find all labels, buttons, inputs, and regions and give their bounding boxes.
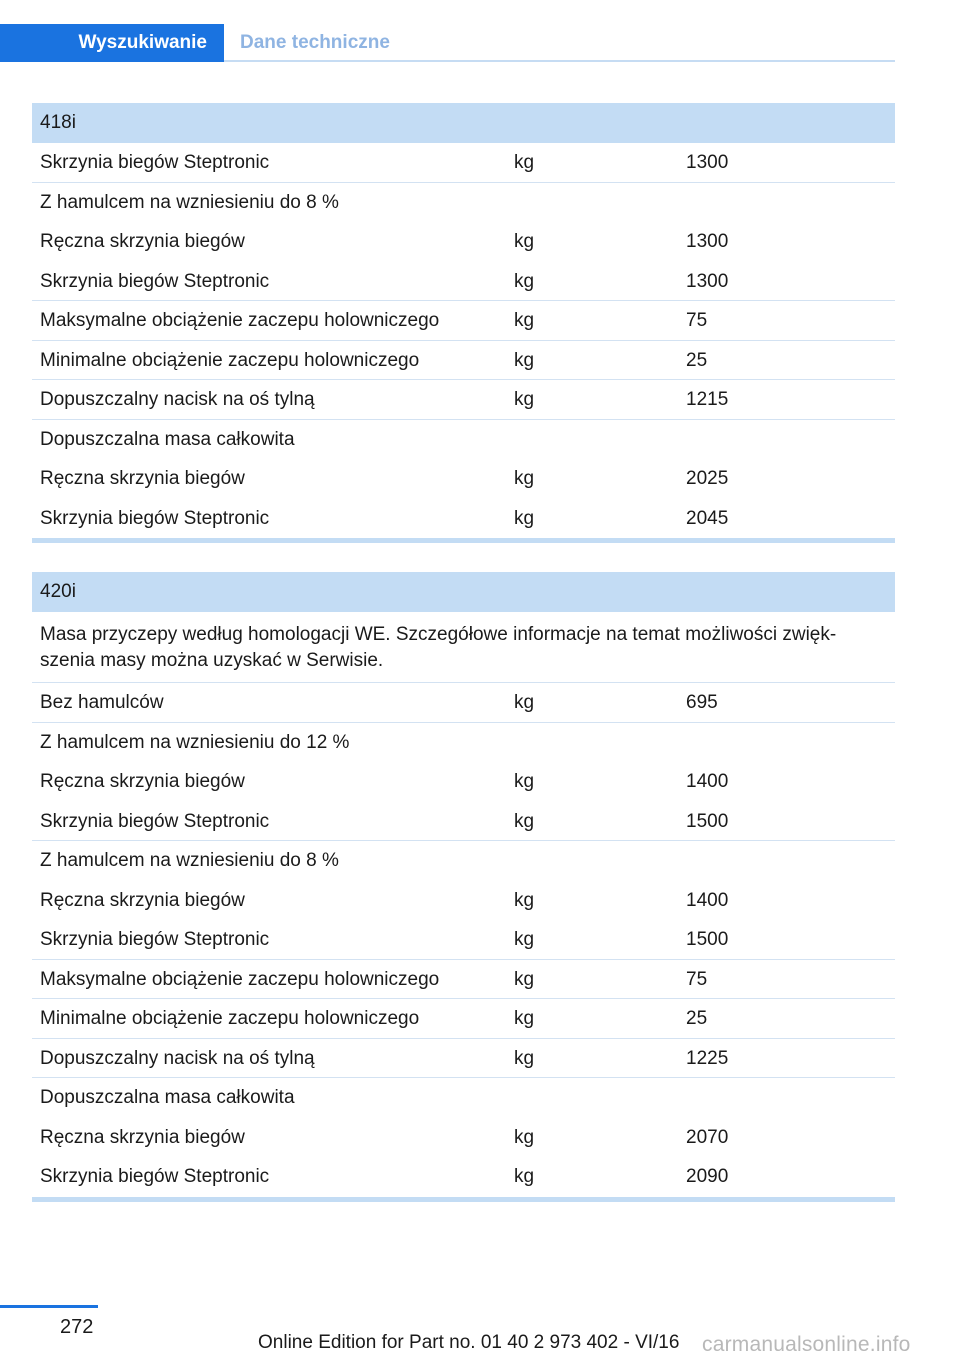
row-unit: kg	[514, 968, 535, 990]
row-label: Ręczna skrzynia biegów	[40, 1126, 245, 1148]
table-row	[32, 999, 895, 1039]
row-label: Ręczna skrzynia biegów	[40, 231, 245, 252]
row-label: Dopuszczalny nacisk na oś tylną	[40, 389, 315, 410]
row-label: Skrzynia biegów Steptronic	[40, 507, 270, 529]
table-footer-bar	[32, 538, 895, 543]
table-row	[32, 841, 895, 881]
table-row	[32, 341, 895, 381]
table-row	[32, 1078, 895, 1118]
row-label: Minimalne obciążenie zaczepu holowniczego	[40, 1008, 420, 1029]
table-row	[32, 1039, 895, 1079]
row-unit: kg	[514, 468, 535, 489]
row-unit: kg	[514, 349, 535, 371]
row-unit: kg	[514, 929, 535, 950]
row-label: Skrzynia biegów Steptronic	[40, 152, 270, 173]
row-value: 1215	[686, 389, 729, 410]
row-label: Dopuszczalna masa całkowita	[40, 1087, 295, 1108]
table-row	[32, 683, 895, 723]
row-label: Z hamulcem na wzniesieniu do 8 %	[40, 191, 339, 213]
table-header: 420i	[32, 572, 895, 612]
row-value: 75	[686, 310, 708, 331]
page-number: 272	[60, 1316, 94, 1338]
row-unit: kg	[514, 1126, 535, 1148]
table-row	[32, 459, 895, 499]
row-label: Z hamulcem na wzniesieniu do 12 %	[40, 731, 350, 753]
row-label: Dopuszczalny nacisk na oś tylną	[40, 1047, 315, 1069]
spec-table-420i	[32, 572, 895, 1202]
row-label: Minimalne obciążenie zaczepu holowniczego	[40, 349, 420, 371]
row-unit: kg	[514, 389, 535, 410]
row-label: Z hamulcem na wzniesieniu do 8 %	[40, 850, 339, 871]
row-unit: kg	[514, 1008, 535, 1029]
table-row	[32, 920, 895, 960]
row-label: Maksymalne obciążenie zaczepu holowniczego	[40, 968, 440, 990]
row-label: Skrzynia biegów Steptronic	[40, 1166, 270, 1187]
row-unit: kg	[514, 692, 535, 713]
table-row	[32, 881, 895, 921]
row-value: 1225	[686, 1047, 729, 1069]
row-unit: kg	[514, 310, 535, 331]
table-note: Masa przyczepy według homologacji WE. Szczegółowe informacje na temat możliwości zwięk-szenia masy można uzyskać w Serwisie.	[32, 612, 895, 683]
row-unit: kg	[514, 889, 535, 911]
table-row	[32, 802, 895, 842]
table-footer-bar	[32, 1197, 895, 1202]
table-row	[32, 143, 895, 183]
spec-table-418i	[32, 103, 895, 543]
row-unit: kg	[514, 1166, 535, 1187]
table-row	[32, 301, 895, 341]
row-unit: kg	[514, 152, 535, 173]
row-label: Skrzynia biegów Steptronic	[40, 270, 270, 292]
row-unit: kg	[514, 231, 535, 252]
row-label: Skrzynia biegów Steptronic	[40, 810, 270, 832]
row-value: 25	[686, 349, 708, 371]
row-value: 75	[686, 968, 708, 990]
row-unit: kg	[514, 810, 535, 832]
row-unit: kg	[514, 507, 535, 529]
row-value: 1300	[686, 231, 729, 252]
row-label: Bez hamulców	[40, 692, 164, 713]
table-row	[32, 183, 895, 223]
table-row	[32, 1157, 895, 1197]
row-unit: kg	[514, 771, 535, 792]
row-unit: kg	[514, 1047, 535, 1069]
row-value: 2090	[686, 1166, 729, 1187]
row-value: 1300	[686, 152, 729, 173]
table-row	[32, 262, 895, 302]
row-value: 1300	[686, 270, 729, 292]
row-value: 1500	[686, 810, 729, 832]
row-value: 2070	[686, 1126, 729, 1148]
row-unit: kg	[514, 270, 535, 292]
row-label: Ręczna skrzynia biegów	[40, 889, 245, 911]
table-header: 418i	[32, 103, 895, 143]
table-row	[32, 380, 895, 420]
row-label: Ręczna skrzynia biegów	[40, 468, 245, 489]
row-label: Dopuszczalna masa całkowita	[40, 428, 295, 450]
row-label: Skrzynia biegów Steptronic	[40, 929, 270, 950]
row-value: 1400	[686, 771, 729, 792]
table-row	[32, 960, 895, 1000]
table-row	[32, 762, 895, 802]
edition-info: Online Edition for Part no. 01 40 2 973 402 - VI/16	[258, 1332, 680, 1353]
row-value: 1400	[686, 889, 729, 911]
row-value: 2025	[686, 468, 729, 489]
watermark: carmanualsonline.info	[702, 1333, 911, 1356]
row-value: 2045	[686, 507, 729, 529]
table-row	[32, 1118, 895, 1158]
row-label: Maksymalne obciążenie zaczepu holowniczego	[40, 310, 440, 331]
header-tab-bar	[0, 24, 895, 62]
row-value: 695	[686, 692, 718, 713]
row-label: Ręczna skrzynia biegów	[40, 771, 245, 792]
tab-wyszukiwanie[interactable]: Wyszukiwanie	[0, 24, 224, 62]
table-row	[32, 420, 895, 460]
row-value: 25	[686, 1008, 708, 1029]
row-value: 1500	[686, 929, 729, 950]
table-row	[32, 499, 895, 539]
table-row	[32, 222, 895, 262]
page-number-rule	[0, 1305, 98, 1308]
table-row	[32, 723, 895, 763]
tab-dane-techniczne[interactable]: Dane techniczne	[240, 32, 390, 53]
